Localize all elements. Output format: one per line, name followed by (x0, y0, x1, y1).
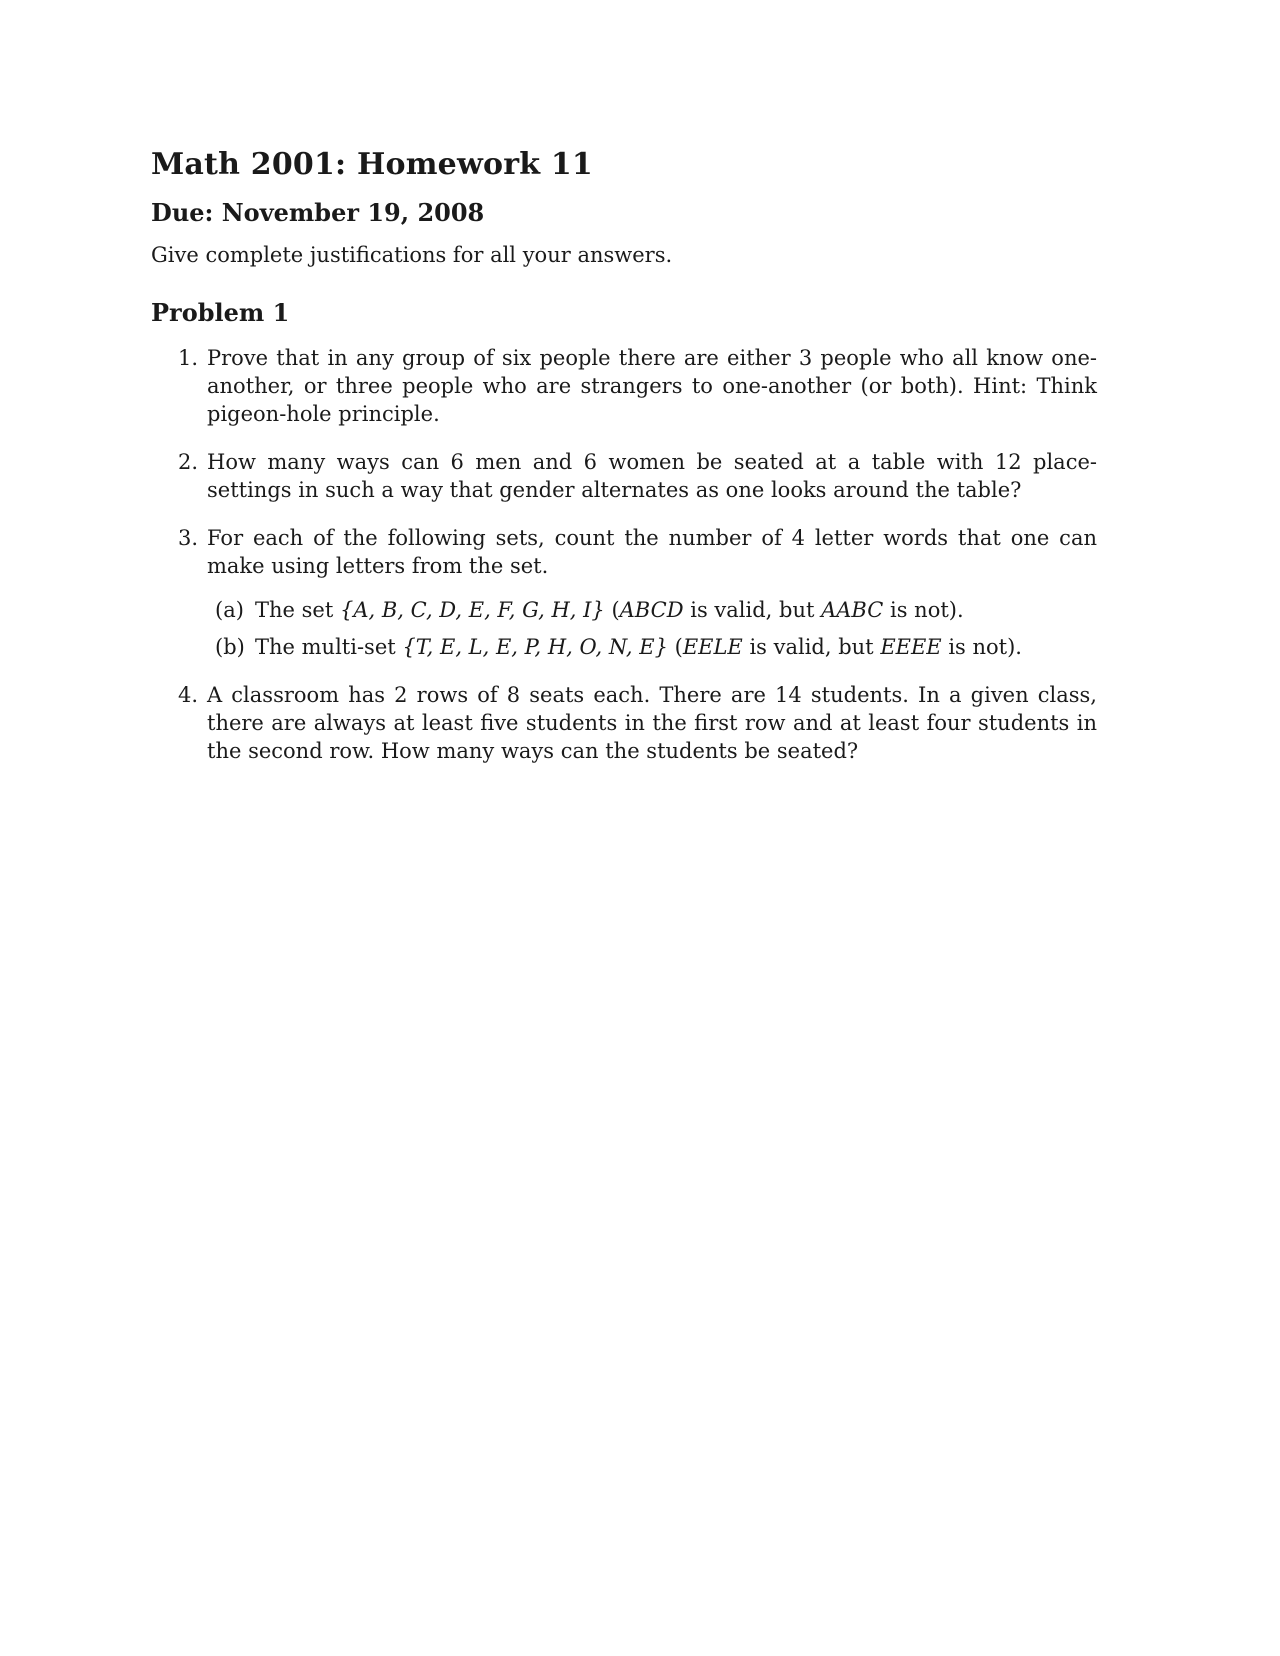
item-text: Prove that in any group of six people there are either 3 people who all know one-another, or three people who are strangers to one-another (or both). Hint: Think pigeon-hole principle. (207, 346, 1097, 426)
problem-list (151, 344, 1097, 765)
sub-list (207, 596, 1097, 661)
item-text: For each of the following sets, count the number of 4 letter words that one can make using letters from the set. (207, 526, 1097, 578)
sub-mid: is valid, but (683, 598, 822, 622)
sub-item-a (207, 596, 1097, 624)
problem-heading: Problem 1 (151, 298, 290, 327)
sub-open: ( (604, 598, 620, 622)
sub-mid: is valid, but (742, 635, 881, 659)
instructions: Give complete justifications for all your answers. (151, 243, 673, 267)
page-title: Math 2001: Homework 11 (151, 147, 593, 182)
problem-item-1 (151, 344, 1097, 428)
sub-prefix: The set (255, 598, 340, 622)
set-expression: {A, B, C, D, E, F, G, H, I} (339, 598, 605, 622)
document-page (151, 140, 1097, 785)
item-number: 3. (178, 526, 199, 550)
set-expression: {T, E, L, E, P, H, O, N, E} (402, 635, 668, 659)
item-number: 2. (178, 450, 199, 474)
problem-item-3 (151, 524, 1097, 661)
problem-item-4 (151, 681, 1097, 765)
invalid-word: AABC (821, 598, 884, 622)
sub-label: (b) (215, 635, 245, 659)
due-date: Due: November 19, 2008 (151, 198, 485, 227)
problem-item-2 (151, 448, 1097, 504)
sub-suffix: is not). (941, 635, 1022, 659)
item-number: 4. (178, 683, 199, 707)
invalid-word: EEEE (880, 635, 942, 659)
valid-word: ABCD (619, 598, 684, 622)
sub-open: ( (667, 635, 683, 659)
valid-word: EELE (682, 635, 743, 659)
sub-prefix: The multi-set (255, 635, 403, 659)
sub-label: (a) (215, 598, 244, 622)
item-text: A classroom has 2 rows of 8 seats each. There are 14 students. In a given class, there are always at least five students in the first row and at least four students in the second row. How many ways can the students be seated? (207, 683, 1097, 763)
item-text: How many ways can 6 men and 6 women be seated at a table with 12 place-settings in such a way that gender alternates as one looks around the table? (207, 450, 1097, 502)
sub-suffix: is not). (883, 598, 964, 622)
item-number: 1. (178, 346, 199, 370)
sub-item-b (207, 633, 1097, 661)
